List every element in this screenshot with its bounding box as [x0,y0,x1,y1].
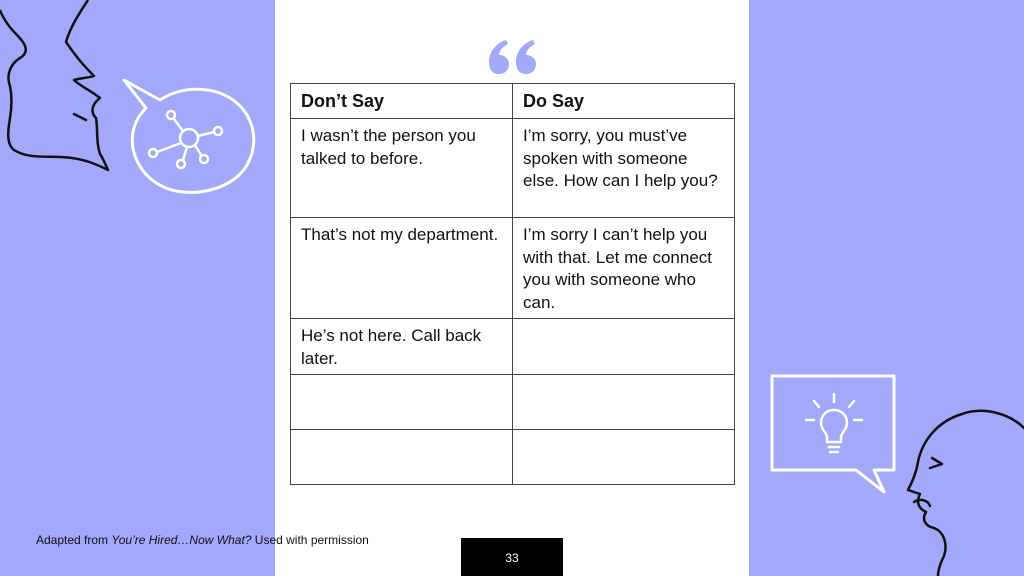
attribution-prefix: Adapted from [36,533,109,547]
table-cell [513,375,735,430]
attribution-source-title: You’re Hired…Now What? [111,533,252,547]
person-profile-icon [0,0,120,175]
table-header-row [291,84,735,119]
table-row [291,319,735,375]
table-cell [291,430,513,485]
table-cell: I wasn’t the person you talked to before. [291,119,513,218]
quote-mark-icon [489,40,537,74]
dont-say-do-say-table [290,83,735,485]
table-row [291,218,735,319]
table-cell: That’s not my department. [291,218,513,319]
table-row [291,430,735,485]
table-cell: I’m sorry, you must’ve spoken with someone else. How can I help you? [513,119,735,218]
person-profile-icon [900,408,1024,576]
column-header-do-say: Do Say [513,84,735,119]
page-number: 33 [461,538,563,576]
table-cell [513,319,735,375]
network-nodes-icon [144,108,228,170]
lightbulb-icon [804,392,864,458]
attribution-note [36,533,369,547]
table-cell [291,375,513,430]
attribution-suffix: Used with permission [254,533,369,547]
table-cell: He’s not here. Call back later. [291,319,513,375]
table-cell [513,430,735,485]
table-row [291,119,735,218]
table-cell: I’m sorry I can’t help you with that. Let me connect you with someone who can. [513,218,735,319]
column-header-dont-say: Don’t Say [291,84,513,119]
table-row [291,375,735,430]
